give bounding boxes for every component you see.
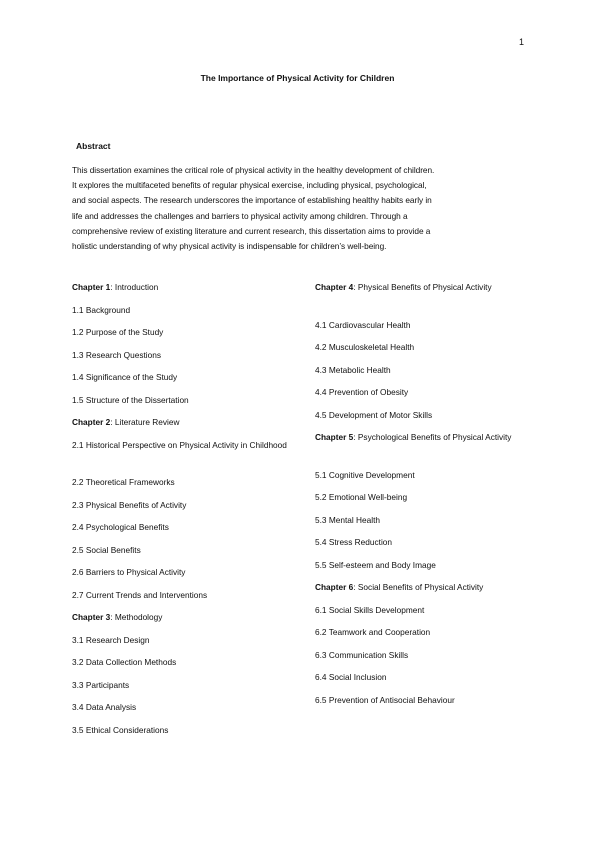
chapter-title: : Psychological Benefits of Physical Activity [353,432,512,442]
toc-section: 2.2 Theoretical Frameworks [72,477,175,487]
toc-section: 4.5 Development of Motor Skills [315,409,433,420]
abstract-line: and social aspects. The research underscores the importance of establishing healthy habits early in [72,195,432,206]
toc-section: 3.3 Participants [72,679,130,690]
toc-section: 5.1 Cognitive Development [315,469,415,480]
toc-section: 2.5 Social Benefits [72,544,141,555]
toc-section: 4.1 Cardiovascular Health [315,319,411,330]
toc-section: 2.1 Historical Perspective on Physical Activity in Childhood [72,439,287,450]
toc-section: 1.5 Structure of the Dissertation [72,394,189,405]
chapter-label: Chapter 3 [72,612,111,622]
toc-section: 6.1 Social Skills Development [315,604,425,615]
toc-right-column [315,280,530,715]
abstract-body [72,163,532,254]
abstract-line: holistic understanding of why physical activity is indispensable for children’s well-being. [72,241,387,252]
chapter-label: Chapter 4 [315,282,354,292]
chapter-title: : Introduction [110,282,159,292]
toc-chapter-6 [315,580,530,595]
toc-section: 1.4 Significance of the Study [72,372,178,382]
toc-section: 3.1 Research Design [72,634,150,645]
toc-section: 4.2 Musculoskeletal Health [315,342,415,352]
abstract-line: comprehensive review of existing literature and current research, this dissertation aims to provide a [72,225,431,236]
toc-section: 2.4 Psychological Benefits [72,522,169,532]
toc-section: 6.3 Communication Skills [315,649,409,660]
chapter-title: : Methodology [110,612,163,622]
abstract-line: This dissertation examines the critical role of physical activity in the healthy development of children. [72,165,435,175]
toc-chapter-4 [315,280,530,310]
toc-section: 3.2 Data Collection Methods [72,657,177,667]
toc-section: 2.3 Physical Benefits of Activity [72,499,187,510]
toc-chapter-1 [72,280,287,295]
toc-section: 1.1 Background [72,304,131,315]
page-number: 1 [518,37,524,47]
chapter-title: : Social Benefits of Physical Activity [353,582,484,592]
chapter-label: Chapter 2 [72,417,111,427]
toc-section: 6.2 Teamwork and Cooperation [315,627,431,637]
toc-section: 4.4 Prevention of Obesity [315,387,409,397]
toc-section: 2.7 Current Trends and Interventions [72,589,208,600]
document-title: The Importance of Physical Activity for Children [200,73,395,83]
abstract-heading: Abstract [76,141,111,151]
toc-chapter-3 [72,610,287,625]
toc-section: 3.5 Ethical Considerations [72,724,169,735]
toc-chapter-5 [315,430,530,460]
toc-section: 4.3 Metabolic Health [315,364,391,375]
chapter-label: Chapter 5 [315,432,354,442]
toc-section: 2.6 Barriers to Physical Activity [72,567,186,577]
chapter-title: : Physical Benefits of Physical Activity [353,282,492,292]
chapter-label: Chapter 6 [315,582,354,592]
chapter-label: Chapter 1 [72,282,111,292]
toc-section: 6.5 Prevention of Antisocial Behaviour [315,694,455,705]
toc-section: 6.4 Social Inclusion [315,672,387,682]
toc-section: 1.2 Purpose of the Study [72,327,164,337]
toc-section: 5.2 Emotional Well-being [315,492,408,502]
toc-left-column [72,280,287,745]
abstract-line: It explores the multifaceted benefits of regular physical exercise, including physical, psychological, [72,180,427,191]
toc-section: 5.5 Self-esteem and Body Image [315,559,436,570]
toc-section: 5.4 Stress Reduction [315,537,393,547]
toc-section: 3.4 Data Analysis [72,702,137,712]
toc-section: 1.3 Research Questions [72,349,162,360]
abstract-line: life and addresses the challenges and barriers to physical activity among children. Through a [72,210,408,221]
chapter-title: : Literature Review [110,417,180,427]
toc-chapter-2 [72,415,287,430]
toc-section: 5.3 Mental Health [315,514,381,525]
